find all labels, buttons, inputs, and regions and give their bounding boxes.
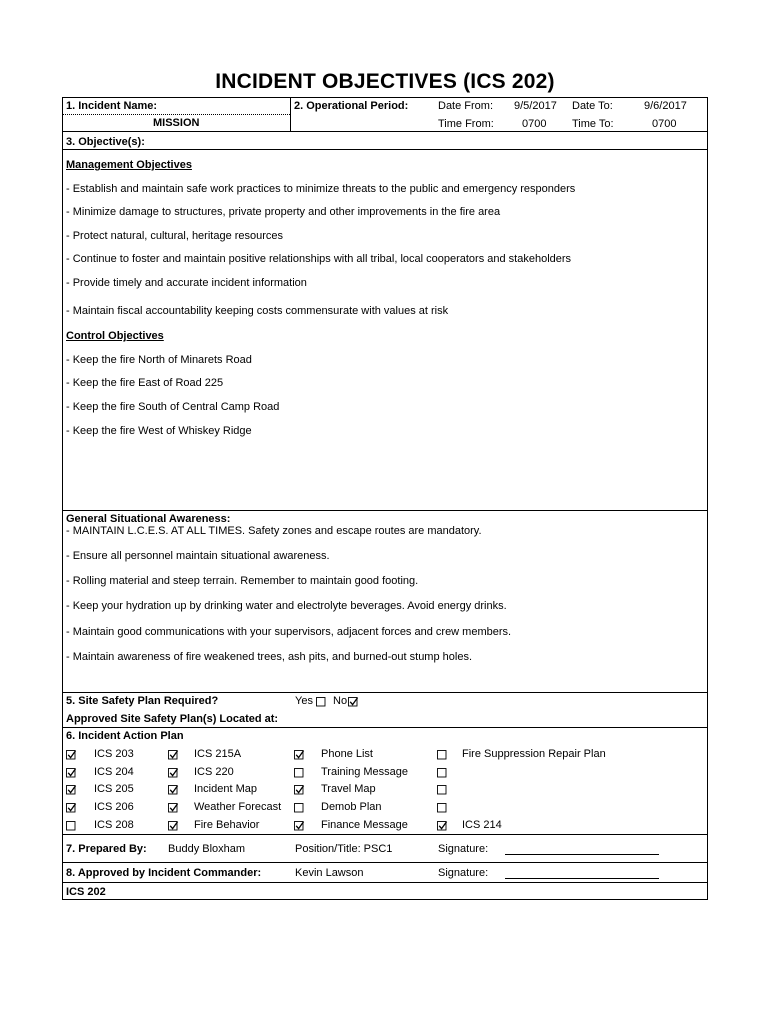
objectives-label-line [62,149,708,150]
objectives-bottom-line [62,510,708,511]
iap-item-label: Phone List [321,748,373,760]
iap-item-label: ICS 215A [194,748,242,760]
iap-item-label: Travel Map [321,783,376,795]
iap-item-label: Fire Suppression Repair Plan [462,748,606,760]
incident-name-dotted [62,114,290,115]
iap-checkbox-incident-map[interactable] [168,784,179,795]
site-safety-bottom-line [62,727,708,728]
iap-item-label: ICS 204 [94,766,134,778]
iap-checkbox-travel-map[interactable] [294,784,305,795]
iap-bottom-line [62,834,708,835]
management-item: - Provide timely and accurate incident information [66,277,307,289]
management-item: - Maintain fiscal accountability keeping costs commensurate with values at risk [66,305,449,317]
date-from-label: Date From: [438,100,494,112]
control-item: - Keep the fire North of Minarets Road [66,354,252,366]
objectives-label: 3. Objective(s): [66,136,145,148]
iap-checkbox-ics-203[interactable] [66,749,77,760]
site-safety-yes-label: Yes [295,695,313,707]
iap-checkbox-blank[interactable] [437,802,448,813]
iap-item-label: Demob Plan [321,801,382,813]
iap-checkbox-blank[interactable] [437,767,448,778]
form-number: ICS 202 [66,886,106,898]
time-to-label: Time To: [572,118,614,130]
op-period-label: 2. Operational Period: [294,100,409,112]
approved-by-label: 8. Approved by Incident Commander: [66,867,262,879]
iap-checkbox-ics-220[interactable] [168,767,179,778]
site-safety-no-checkbox[interactable] [348,696,359,707]
iap-checkbox-phone-list[interactable] [294,749,305,760]
iap-checkbox-ics-204[interactable] [66,767,77,778]
iap-checkbox-ics-214[interactable] [437,820,448,831]
iap-checkbox-fire-suppression-repair-plan[interactable] [437,749,448,760]
date-to-value[interactable]: 9/6/2017 [644,100,687,112]
header-divider [290,97,291,131]
iap-item-label: ICS 206 [94,801,134,813]
iap-checkbox-ics-206[interactable] [66,802,77,813]
awareness-heading: General Situational Awareness: [66,513,231,525]
approved-by-name[interactable]: Kevin Lawson [295,867,364,879]
control-item: - Keep the fire South of Central Camp Road [66,401,280,413]
prepared-by-label: 7. Prepared By: [66,843,147,855]
awareness-item: - Ensure all personnel maintain situational awareness. [66,550,330,562]
form-title: INCIDENT OBJECTIVES (ICS 202) [215,70,555,93]
prepared-signature-label: Signature: [438,843,489,855]
iap-checkbox-demob-plan[interactable] [294,802,305,813]
site-safety-no-label: No [333,695,348,707]
iap-checkbox-training-message[interactable] [294,767,305,778]
prepared-by-name[interactable]: Buddy Bloxham [168,843,246,855]
iap-item-label: Incident Map [194,783,257,795]
time-from-label: Time From: [438,118,494,130]
incident-name-value[interactable]: MISSION [153,117,200,129]
iap-item-label: Fire Behavior [194,819,260,831]
iap-checkbox-ics-205[interactable] [66,784,77,795]
approved-signature-label: Signature: [438,867,489,879]
iap-item-label: ICS 220 [194,766,234,778]
awareness-item: - Maintain good communications with your supervisors, adjacent forces and crew members. [66,626,512,638]
control-item: - Keep the fire East of Road 225 [66,377,224,389]
iap-item-label: ICS 208 [94,819,134,831]
approved-signature-line[interactable] [505,878,659,879]
date-from-value[interactable]: 9/5/2017 [514,100,557,112]
iap-item-label: Weather Forecast [194,801,282,813]
iap-item-label: ICS 205 [94,783,134,795]
management-item: - Protect natural, cultural, heritage resources [66,230,284,242]
management-item: - Establish and maintain safe work practices to minimize threats to the public and emergency responders [66,183,576,195]
site-safety-label: 5. Site Safety Plan Required? [66,695,219,707]
prepared-bottom-line [62,862,708,863]
iap-checkbox-ics-215a[interactable] [168,749,179,760]
prepared-by-position[interactable]: Position/Title: PSC1 [295,843,393,855]
iap-checkbox-finance-message[interactable] [294,820,305,831]
management-heading: Management Objectives [66,159,192,171]
iap-item-label: Training Message [321,766,409,778]
management-item: - Minimize damage to structures, private property and other improvements in the fire area [66,206,501,218]
iap-label: 6. Incident Action Plan [66,730,184,742]
time-from-value[interactable]: 0700 [522,118,547,130]
iap-item-label: ICS 214 [462,819,502,831]
iap-checkbox-blank[interactable] [437,784,448,795]
date-to-label: Date To: [572,100,613,112]
awareness-item: - MAINTAIN L.C.E.S. AT ALL TIMES. Safety zones and escape routes are mandatory. [66,525,482,537]
prepared-signature-line[interactable] [505,854,659,855]
iap-item-label: Finance Message [321,819,408,831]
management-item: - Continue to foster and maintain positive relationships with all tribal, local cooperators and stakeholders [66,253,572,265]
iap-item-label: ICS 203 [94,748,134,760]
iap-checkbox-weather-forecast[interactable] [168,802,179,813]
control-item: - Keep the fire West of Whiskey Ridge [66,425,252,437]
site-safety-yes-checkbox[interactable] [316,696,327,707]
iap-checkbox-ics-208[interactable] [66,820,77,831]
incident-name-label: 1. Incident Name: [66,100,158,112]
approved-bottom-line [62,882,708,883]
awareness-bottom-line [62,692,708,693]
control-heading: Control Objectives [66,330,164,342]
time-to-value[interactable]: 0700 [652,118,677,130]
header-bottom-line [62,131,708,132]
awareness-item: - Rolling material and steep terrain. Remember to maintain good footing. [66,575,419,587]
awareness-item: - Maintain awareness of fire weakened trees, ash pits, and burned-out stump holes. [66,651,473,663]
awareness-item: - Keep your hydration up by drinking water and electrolyte beverages. Avoid energy drinks. [66,600,507,612]
site-safety-location-label: Approved Site Safety Plan(s) Located at: [66,713,279,725]
iap-checkbox-fire-behavior[interactable] [168,820,179,831]
